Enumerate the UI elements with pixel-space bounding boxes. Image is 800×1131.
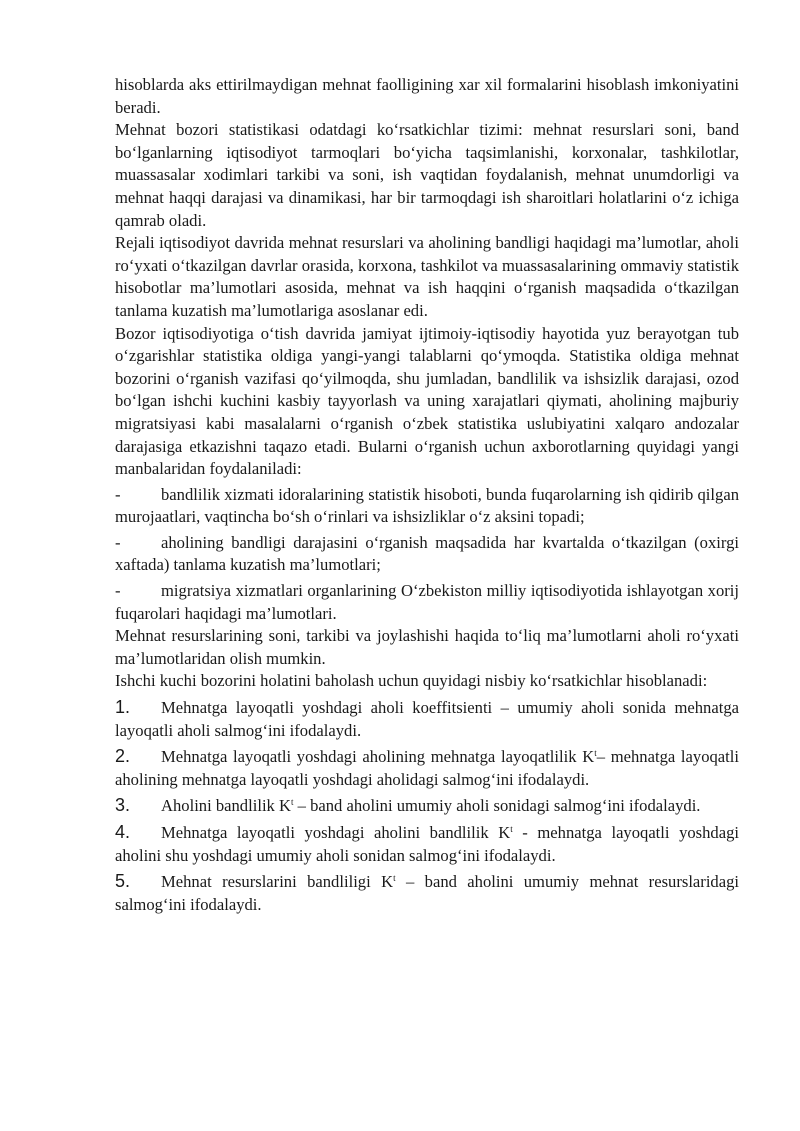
- numbered-list-item-text: Mehnatga layoqatli yoshdagi aholi koeffitsienti – umumiy aholi sonida mehnatga layoqatli aholi salmog‘ini ifodalaydi.: [115, 698, 739, 740]
- numbered-list-item-text: Mehnatga layoqatli yoshdagi aholining mehnatga layoqatlilik K: [161, 747, 595, 767]
- number-marker: 5.: [115, 871, 131, 892]
- superscript: t: [510, 824, 513, 834]
- numbered-list-item-text: – band aholini umumiy aholi sonidagi salmog‘ini ifodalaydi.: [293, 796, 701, 816]
- numbered-list-item-text: Mehnat resurslarini bandliligi K: [161, 872, 394, 892]
- superscript: t: [393, 873, 396, 884]
- paragraph: Bozor iqtisodiyotiga o‘tish davrida jamiyat ijtimoiy-iqtisodiy hayotida yuz berayotgan tub o‘zgarishlar statistika oldiga yangi-yangi talablarni qo‘ymoqda. Statistika oldiga mehnat bozorini o‘rganish vazifasi qo‘yilmoqda, shu jumladan, bandlilik va ishsizlik darajasi, ozod bo‘lgan ishchi kuchini kasbiy tayyorlash va uning xarajatlari qiymati, aholining majburiy migratsiyasi kabi masalalarni o‘rganish o‘zbek statistika uslubiyatini xalqaro andozalar darajasiga etkazishni taqazo etadi. Bularni o‘rganish uchun axborotlarning quyidagi yangi manbalaridan foydalaniladi:: [115, 323, 739, 479]
- superscript: t: [290, 797, 294, 808]
- document-page: [115, 74, 739, 916]
- superscript: t: [594, 748, 597, 759]
- numbered-list-item-text: - mehnatga layoqatli yoshdagi aholini shu yoshdagi umumiy aholi sonidan salmog‘ini ifodalaydi.: [115, 823, 739, 865]
- dash-marker: -: [115, 484, 121, 504]
- paragraph: Rejali iqtisodiyot davrida mehnat resurslari va aholining bandligi haqidagi ma’lumotlar, aholi ro‘yxati o‘tkazilgan davrlar orasida, korxona, tashkilot va muassasalarining ommaviy statistik hisobotlar ma’lumotlari asosida, mehnat va ish haqqini o‘rganish maqsadida o‘tkazilgan tanlama kuzatish ma’lumotlariga asoslanar edi.: [115, 233, 739, 320]
- numbered-list-item-text: – mehnatga layoqatli aholining mehnatga layoqatli yoshdagi aholidagi salmog‘ini ifodalaydi.: [115, 747, 739, 789]
- number-marker: 1.: [115, 697, 131, 718]
- dash-list-item: [115, 580, 739, 625]
- dash-list-item: [115, 532, 739, 577]
- dash-list-item-text: migratsiya xizmatlari organlarining O‘zbekiston milliy iqtisodiyotida ishlayotgan xorij fuqarolari haqidagi ma’lumotlari.: [115, 581, 739, 623]
- numbered-list-item: [115, 745, 739, 791]
- dash-marker: -: [115, 532, 121, 552]
- numbered-list-item-text: – band aholini umumiy mehnat resurslaridagi salmog‘ini ifodalaydi.: [115, 872, 739, 914]
- numbered-list-item: [115, 821, 739, 867]
- paragraph: Mehnat bozori statistikasi odatdagi ko‘rsatkichlar tizimi: mehnat resurslari soni, band bo‘lganlarning iqtisodiyot tarmoqlari bo‘yicha taqsimlanishi, korxonalar, tashkilotlar, muassasalar xodimlari tarkibi va soni, ish vaqtidan foydalanish, mehnat unumdorligi va mehnat haqqi darajasi va dinamikasi, har bir tarmoqdagi ish sharoitlari holatlarini o‘z ichiga qamrab oladi.: [115, 120, 739, 230]
- paragraph: Mehnat resurslarining soni, tarkibi va joylashishi haqida to‘liq ma’lumotlarni aholi ro‘yxati ma’lumotlaridan olish mumkin.: [115, 626, 739, 668]
- number-marker: 2.: [115, 746, 131, 767]
- numbered-list-item: [115, 794, 739, 818]
- paragraph: hisoblarda aks ettirilmaydigan mehnat faolligining xar xil formalarini hisoblash imkoniyatini beradi.: [115, 75, 739, 117]
- dash-list-item-text: aholining bandligi darajasini o‘rganish maqsadida har kvartalda o‘tkazilgan (oxirgi xaftada) tanlama kuzatish ma’lumotlari;: [115, 532, 739, 575]
- numbered-list-item-text: Aholini bandlilik K: [161, 796, 291, 816]
- numbered-list-item-text: Mehnatga layoqatli yoshdagi aholini bandlilik K: [161, 823, 511, 842]
- numbered-list-item: [115, 696, 739, 742]
- number-marker: 3.: [115, 795, 131, 816]
- dash-list-item-text: bandlilik xizmati idoralarining statistik hisoboti, bunda fuqarolarning ish qidirib qilgan murojaatlari, vaqtincha bo‘sh o‘rinlari va ishsizliklar o‘z aksini topadi;: [115, 484, 739, 527]
- dash-marker: -: [115, 581, 121, 601]
- number-marker: 4.: [115, 822, 131, 842]
- numbered-list-item: [115, 870, 739, 916]
- paragraph: Ishchi kuchi bozorini holatini baholash uchun quyidagi nisbiy ko‘rsatkichlar hisoblanadi:: [115, 671, 708, 691]
- dash-list-item: [115, 484, 739, 529]
